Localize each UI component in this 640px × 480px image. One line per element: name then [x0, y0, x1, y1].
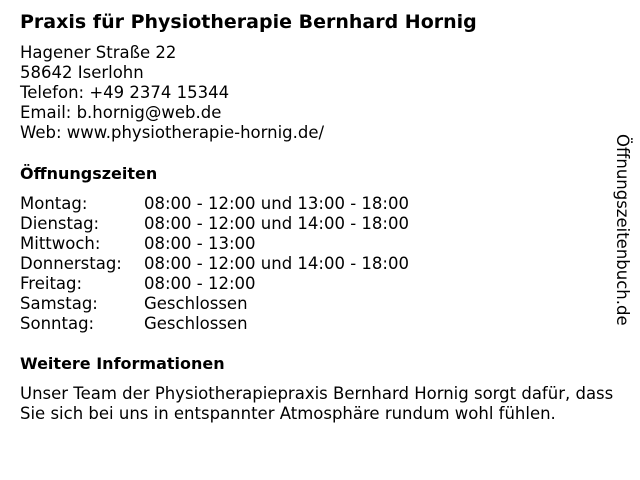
day-label: Dienstag: [20, 214, 100, 233]
time-range: Geschlossen [144, 314, 248, 333]
day-label: Mittwoch: [20, 234, 101, 253]
hours-row-friday [20, 274, 409, 294]
day-label: Samstag: [20, 294, 98, 313]
page-title: Praxis für Physiotherapie Bernhard Hornig [20, 11, 477, 33]
hours-row-sunday [20, 314, 409, 334]
time-range: 08:00 - 12:00 und 13:00 - 18:00 [144, 194, 409, 213]
time-range: Geschlossen [144, 294, 248, 313]
contact-block [20, 43, 324, 143]
time-range: 08:00 - 13:00 [144, 234, 256, 253]
city-address: 58642 Iserlohn [20, 63, 144, 82]
email-address: Email: b.hornig@web.de [20, 103, 222, 122]
day-label: Sonntag: [20, 314, 95, 333]
day-label: Freitag: [20, 274, 83, 293]
phone-number: Telefon: +49 2374 15344 [20, 83, 230, 102]
opening-hours-heading: Öffnungszeiten [20, 164, 158, 183]
time-range: 08:00 - 12:00 und 14:00 - 18:00 [144, 214, 409, 233]
more-info-text: Unser Team der Physiotherapiepraxis Bernhard Hornig sorgt dafür, dass Sie sich bei uns in entspannter Atmosphäre rundum wohl fühlen. [20, 384, 614, 423]
day-label: Montag: [20, 194, 88, 213]
time-range: 08:00 - 12:00 und 14:00 - 18:00 [144, 254, 409, 273]
day-label: Donnerstag: [20, 254, 122, 273]
hours-row-tuesday [20, 214, 409, 234]
website-address: Web: www.physiotherapie-hornig.de/ [20, 123, 325, 142]
more-info-heading: Weitere Informationen [20, 354, 225, 373]
hours-row-thursday [20, 254, 409, 274]
hours-row-wednesday [20, 234, 409, 254]
opening-hours-list [20, 194, 409, 334]
hours-row-monday [20, 194, 409, 214]
time-range: 08:00 - 12:00 [144, 274, 256, 293]
hours-row-saturday [20, 294, 409, 314]
street-address: Hagener Straße 22 [20, 43, 177, 62]
brand-watermark: Öffnungszeitenbuch.de [613, 134, 632, 326]
